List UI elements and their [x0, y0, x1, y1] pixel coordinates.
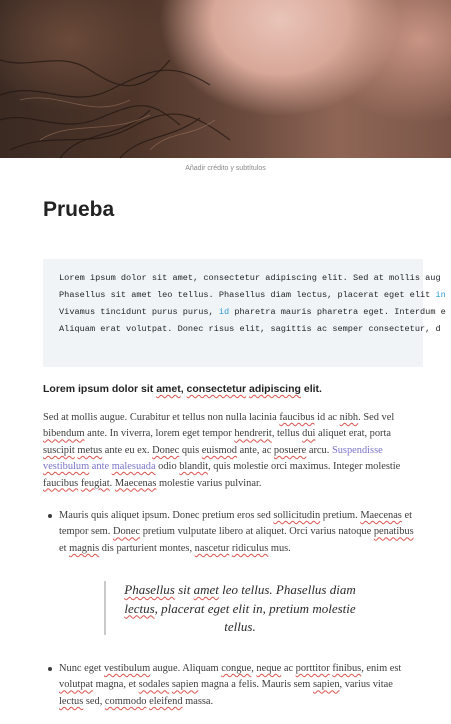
code-line: Lorem ipsum dolor sit amet, consectetur adipiscing elit. Sed at mollis aug [59, 273, 441, 283]
hair-strands-image [0, 0, 451, 158]
pull-quote[interactable]: Phasellus sit amet leo tellus. Phasellus diam lectus, placerat eget elit in, pretium molestie tellus. [104, 581, 364, 635]
image-caption-field[interactable]: Añadir crédito y subtítulos [185, 165, 266, 172]
body-paragraph[interactable]: Sed at mollis augue. Curabitur et tellus non nulla lacinia faucibus id ac nibh. Sed vel bibendum ante. In viverra, lorem eget tempor hendrerit, tellus dui aliquet erat, porta suscipit metus ante eu ex. Donec quis euismod ante, ac posuere arcu. Suspendisse vestibulum ante malesuada odio blandit, quis molestie orci maximus. Integer molestie faucibus feugiat. Maecenas molestie varius pulvinar. [43, 412, 401, 489]
bullet-list [43, 508, 415, 557]
bullet-list [43, 661, 415, 710]
cover-image[interactable] [0, 0, 451, 158]
list-item[interactable]: Nunc eget vestibulum augue. Aliquam congue, neque ac porttitor finibus, enim est volutpat magna, et sodales sapien magna a felis. Mauris sem sapien, varius vitae lectus sed, commodo eleifend massa. [43, 661, 415, 710]
code-line: Phasellus sit amet leo tellus. Phasellus diam lectus, placerat eget elit in [59, 290, 446, 300]
code-line: Vivamus tincidunt purus purus, id pharetra mauris pharetra eget. Interdum e [59, 307, 446, 317]
inline-link[interactable]: Suspendisse vestibulum ante malesuada [43, 444, 383, 473]
code-line: Aliquam erat volutpat. Donec risus elit, sagittis ac semper consectetur, d [59, 324, 441, 334]
code-block[interactable] [43, 259, 446, 367]
list-item[interactable]: Mauris quis aliquet ipsum. Donec pretium eros sed sollicitudin pretium. Maecenas et tempor sem. Donec pretium vulputate libero at aliquet. Orci varius natoque penatibus et magnis dis parturient montes, nascetur ridiculus mus. [43, 508, 415, 557]
section-heading[interactable]: Lorem ipsum dolor sit amet, consectetur adipiscing elit. [43, 383, 322, 395]
post-title[interactable]: Prueba [43, 198, 115, 221]
